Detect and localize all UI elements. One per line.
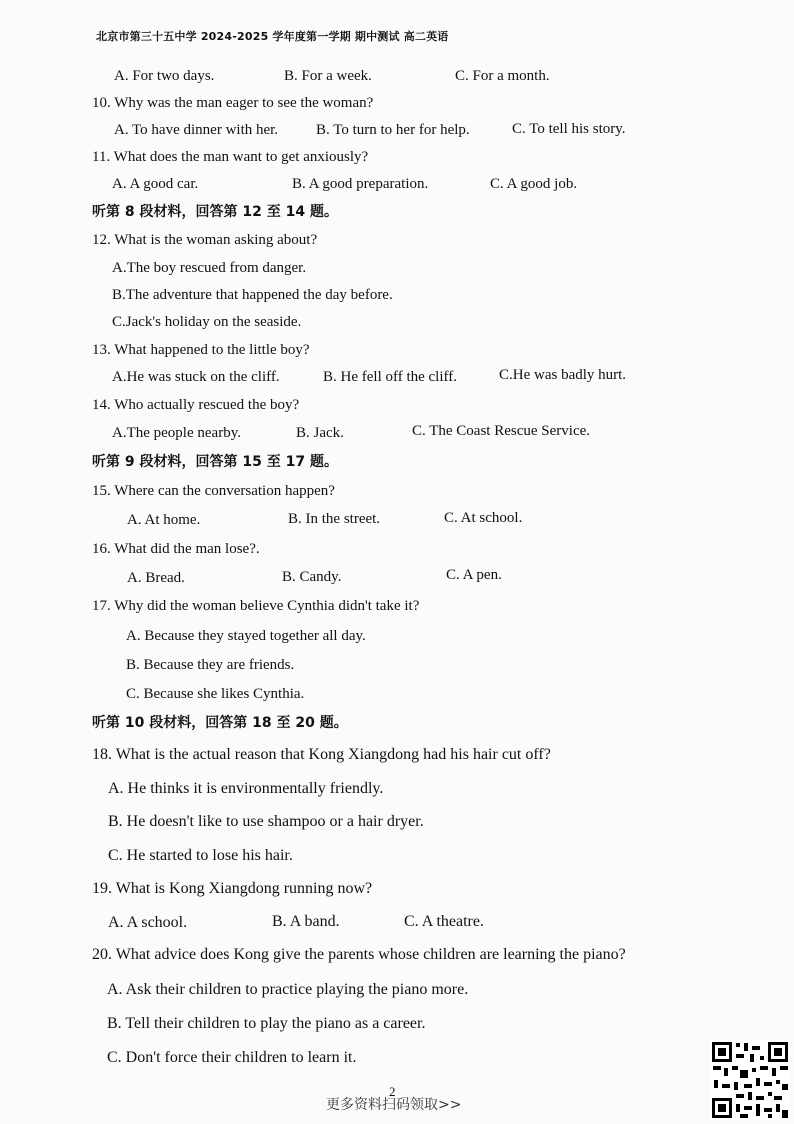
q14-option-c: C. The Coast Rescue Service. (412, 423, 591, 439)
q19-option-c: C. A theatre. (404, 913, 484, 930)
q18-stem: 18. What is the actual reason that Kong Xiangdong had his hair cut off? (92, 746, 551, 763)
page-number: 2 (389, 1084, 396, 1099)
q13-option-c: C.He was badly hurt. (499, 367, 627, 383)
q15-option-b: B. In the street. (288, 511, 381, 527)
q20-option-a: A. Ask their children to practice playing the piano more. (107, 981, 469, 998)
section-9-instruction: 听第 9 段材料，回答第 15 至 17 题。 (92, 454, 338, 470)
q13-stem: 13. What happened to the little boy? (92, 342, 310, 358)
q15-option-c: C. At school. (444, 510, 523, 526)
q14-stem: 14. Who actually rescued the boy? (92, 397, 300, 413)
q18-option-a: A. He thinks it is environmentally friendly. (108, 780, 384, 797)
q12-option-b: B.The adventure that happened the day before. (112, 287, 393, 303)
q13-option-b: B. He fell off the cliff. (323, 369, 457, 385)
q20-stem: 20. What advice does Kong give the parents whose children are learning the piano? (92, 946, 626, 963)
qr-code-icon (710, 1040, 790, 1120)
q11-option-a: A. A good car. (112, 176, 199, 192)
q18-option-c: C. He started to lose his hair. (108, 847, 293, 864)
q14-option-b: B. Jack. (296, 425, 344, 441)
q17-option-a: A. Because they stayed together all day. (126, 628, 366, 644)
q16-option-b: B. Candy. (282, 569, 342, 585)
q11-option-b: B. A good preparation. (292, 176, 429, 192)
exam-header: 北京市第三十五中学 2024-2025 学年度第一学期 期中测试 高二英语 (96, 30, 449, 43)
q9-option-c: C. For a month. (455, 68, 550, 84)
q20-option-b: B. Tell their children to play the piano as a career. (107, 1015, 426, 1032)
q16-option-a: A. Bread. (127, 570, 185, 586)
q13-option-a: A.He was stuck on the cliff. (112, 369, 280, 385)
q15-option-a: A. At home. (127, 512, 201, 528)
q12-option-a: A.The boy rescued from danger. (112, 260, 307, 276)
q9-option-b: B. For a week. (284, 68, 372, 84)
footer-promo-text: 更多资料扫码领取>> (326, 1097, 462, 1113)
q16-stem: 16. What did the man lose?. (92, 541, 260, 557)
q11-stem: 11. What does the man want to get anxiously? (92, 149, 369, 165)
q18-option-b: B. He doesn't like to use shampoo or a hair dryer. (108, 813, 424, 830)
q19-stem: 19. What is Kong Xiangdong running now? (92, 880, 373, 897)
q11-option-c: C. A good job. (490, 176, 578, 192)
q14-option-a: A.The people nearby. (112, 425, 241, 441)
q20-option-c: C. Don't force their children to learn it. (107, 1049, 357, 1066)
q10-option-a: A. To have dinner with her. (114, 122, 279, 138)
section-10-instruction: 听第 10 段材料，回答第 18 至 20 题。 (92, 715, 348, 731)
q12-stem: 12. What is the woman asking about? (92, 232, 318, 248)
q10-option-b: B. To turn to her for help. (316, 122, 470, 138)
q9-option-a: A. For two days. (114, 68, 215, 84)
q15-stem: 15. Where can the conversation happen? (92, 483, 335, 499)
q19-option-b: B. A band. (272, 913, 340, 930)
q17-stem: 17. Why did the woman believe Cynthia didn't take it? (92, 598, 420, 614)
q17-option-c: C. Because she likes Cynthia. (126, 686, 305, 702)
q10-stem: 10. Why was the man eager to see the woman? (92, 95, 374, 111)
q10-option-c: C. To tell his story. (512, 121, 626, 137)
q17-option-b: B. Because they are friends. (126, 657, 295, 673)
section-8-instruction: 听第 8 段材料，回答第 12 至 14 题。 (92, 204, 338, 220)
q19-option-a: A. A school. (108, 914, 188, 931)
q12-option-c: C.Jack's holiday on the seaside. (112, 314, 302, 330)
q16-option-c: C. A pen. (446, 567, 502, 583)
